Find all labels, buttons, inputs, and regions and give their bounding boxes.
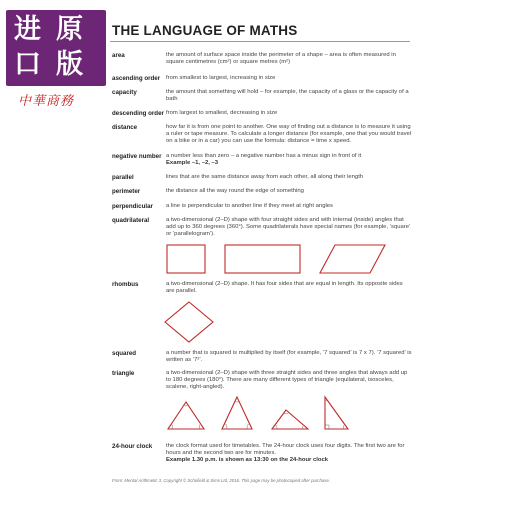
definition: the clock format used for timetables. The 24-hour clock uses four digits. The first two are for hours and the second two are for minutes. [166, 443, 405, 457]
term: rhombus [112, 281, 139, 288]
definition: a number that is squared is multiplied by itself (for example, ‘7 squared’ is 7 x 7). ‘7 squared’ is written as ‘7²’. [166, 350, 412, 364]
term: 24-hour clock [112, 443, 153, 450]
definition: a two-dimensional (2–D) shape with four straight sides and with internal (inside) angles that add up to 360 degrees (360°). Some quadrilaterals have special names (for example, ‘square’ or ‘parallelogram’). [166, 217, 411, 238]
term: triangle [112, 370, 135, 377]
badge-char: 原 [56, 14, 83, 45]
definition: a number less than zero – a negative number has a minus sign in front of it [166, 153, 362, 159]
publisher-logo: 中華商務 [18, 94, 75, 109]
term: parallel [112, 174, 134, 181]
footer-credit: From: Mental Arithmetic 3. Copyright © Schofield & Sims Ltd, 2016. This page may be photocopied after purchase. [112, 478, 330, 483]
badge-char: 口 [14, 49, 41, 80]
definition: the distance all the way round the edge of something [166, 188, 304, 194]
term: descending order [112, 110, 164, 117]
term: ascending order [112, 75, 161, 82]
right-triangle-shape [325, 397, 348, 429]
definition: a two-dimensional (2–D) shape. It has four sides that are equal in length. Its opposite sides are parallel. [166, 281, 403, 295]
term: capacity [112, 89, 137, 96]
definition: the amount that something will hold – for example, the capacity of a glass or the capacity of a bath [166, 89, 409, 103]
term: area [112, 52, 125, 59]
definition: lines that are the same distance away from each other, all along their length [166, 174, 364, 180]
definition: a line is perpendicular to another line if they meet at right angles [166, 203, 334, 209]
term: squared [112, 350, 137, 357]
definition: how far it is from one point to another. One way of finding out a distance is to measure it using a ruler or tape measure. To calculate a longer distance (for example, one that you would travel on a bike or in a car) you can use the formula: distance = time x speed. [166, 124, 412, 145]
term: perpendicular [112, 203, 153, 210]
badge-char: 版 [56, 49, 83, 80]
term: negative number [112, 153, 162, 160]
definition: from largest to smallest, decreasing in size [166, 110, 278, 116]
term: perimeter [112, 188, 141, 195]
definition: a two-dimensional (2–D) shape with three straight sides and three angles that always add up to 180 degrees (180°). There are many different types of triangle (equilateral, isosceles, scalene, right-angled). [166, 370, 408, 391]
term: distance [112, 124, 138, 131]
page-title: THE LANGUAGE OF MATHS [112, 23, 298, 38]
badge-char: 进 [14, 14, 41, 45]
term: quadrilateral [112, 217, 150, 224]
example: Example 1.30 p.m. is shown as 13:30 on the 24-hour clock [166, 457, 329, 464]
definition: from smallest to largest, increasing in size [166, 75, 276, 81]
example: Example –1, –2, –3 [166, 160, 219, 167]
definition: the amount of surface space inside the perimeter of a shape – area is often measured in square centimetres (cm²) or square metres (m²) [166, 52, 396, 66]
angle-mark [325, 399, 344, 429]
